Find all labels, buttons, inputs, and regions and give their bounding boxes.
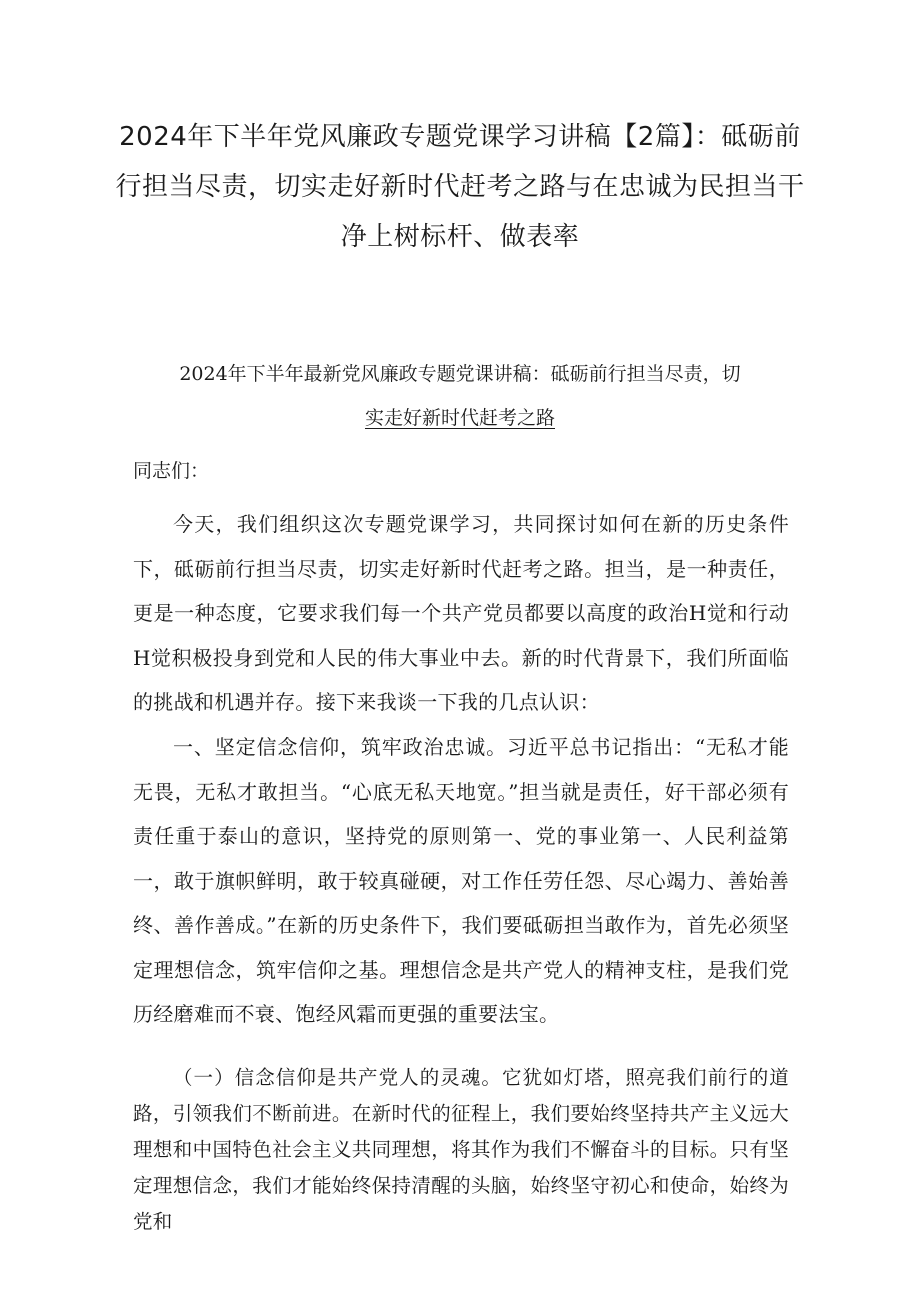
document-sub-title	[150, 352, 770, 440]
paragraph-intro: 今天，我们组织这次专题党课学习，共同探讨如何在新的历史条件下，砥砺前行担当尽责，切实走好新时代赶考之路。担当，是一种责任，更是一种态度，它要求我们每一个共产党员都要以高度的政治H觉和行动H觉积极投身到党和人民的伟大事业中去。新的时代背景下，我们所面临的挑战和机遇并存。接下来我谈一下我的几点认识：	[133, 512, 789, 714]
sub-title-line2: 实走好新时代赶考之路	[364, 407, 555, 429]
paragraph-subsection-one: （一）信念信仰是共产党人的灵魂。它犹如灯塔，照亮我们前行的道路，引领我们不断前进。在新时代的征程上，我们要始终坚持共产主义远大理想和中国特色社会主义共同理想，将其作为我们不懈奋斗的目标。只有坚定理想信念，我们才能始终保持清醒的头脑，始终坚守初心和使命，始终为党和	[133, 1066, 789, 1233]
greeting: 同志们：	[133, 460, 210, 482]
sub-title-line1: 2024年下半年最新党风廉政专题党课讲稿：砥砺前行担当尽责，切	[179, 363, 741, 385]
paragraph-section-one: 一、坚定信念信仰，筑牢政治忠诚。习近平总书记指出：“无私才能无畏，无私才敢担当。“心底无私天地宽。”担当就是责任，好干部必须有责任重于泰山的意识，坚持党的原则第一、党的事业第一、人民利益第一，敢于旗帜鲜明，敢于较真碰硬，对工作任劳任怨、尽心竭力、善始善终、善作善成。”在新的历史条件下，我们要砥砺担当敢作为，首先必须坚定理想信念，筑牢信仰之基。理想信念是共产党人的精神支柱，是我们党历经磨难而不衰、饱经风霜而更强的重要法宝。	[133, 735, 789, 1026]
document-main-title: 2024年下半年党风廉政专题党课学习讲稿【2篇】：砥砺前行担当尽责，切实走好新时代赶考之路与在忠诚为民担当干净上树标杆、做表率	[115, 122, 805, 252]
